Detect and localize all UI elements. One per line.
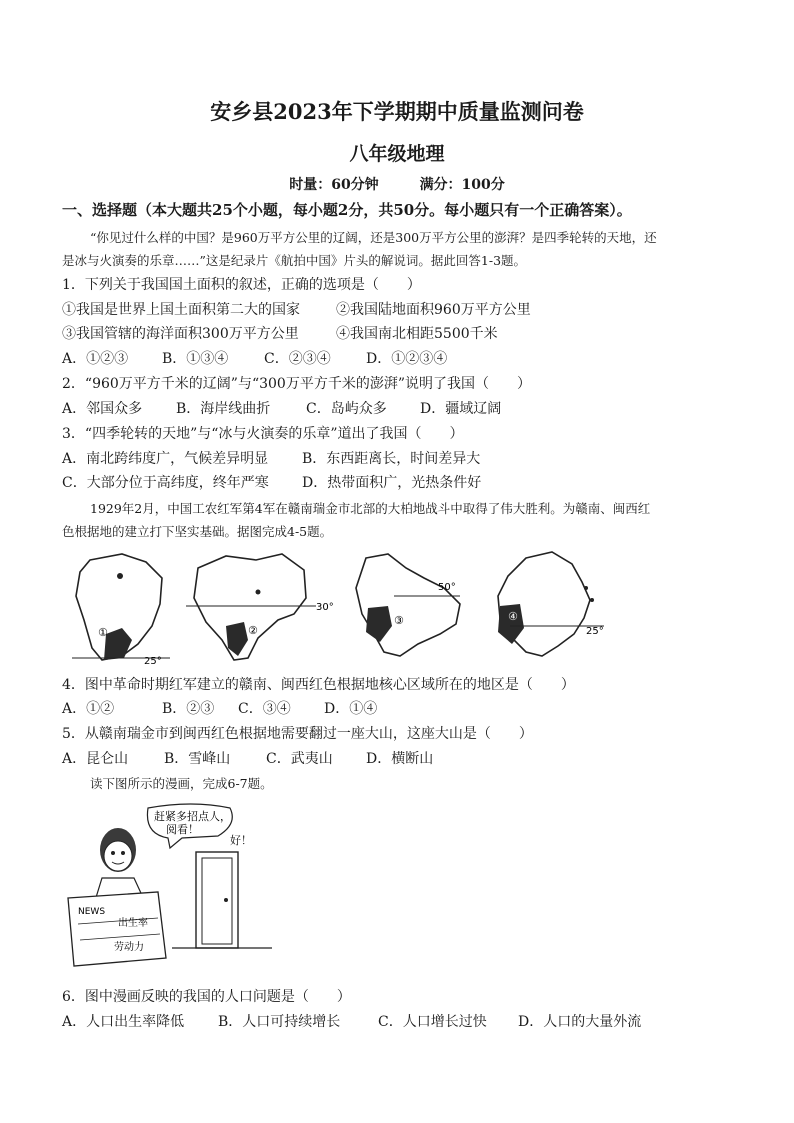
question-1-option-d[interactable]: D．①②③④ [366, 351, 448, 367]
question-5-stem: 5．从赣南瑞金市到闽西红色根据地需要翻过一座大山，这座大山是（ ） [62, 726, 533, 742]
question-5-option-a[interactable]: A．昆仑山 [62, 751, 129, 767]
speech-bubble [147, 804, 252, 848]
map-3-heilongjiang [356, 554, 460, 656]
map-2-number: ② [248, 624, 258, 637]
bubble-line-1: 赶紧多招点人， [154, 810, 231, 823]
map-4-number: ④ [508, 610, 518, 623]
map-2-latitude: 30° [316, 602, 334, 613]
question-3-option-a[interactable]: A．南北跨纬度广，气候差异明显 [62, 451, 269, 467]
intro-paragraph-3: 读下图所示的漫画，完成6-7题。 [90, 776, 273, 791]
question-1-statement-3: ③我国管辖的海洋面积300万平方公里 [62, 326, 299, 342]
question-3-stem: 3．“四季轮转的天地”与“冰与火演奏的乐章”道出了我国（ ） [62, 426, 464, 442]
question-2-option-c[interactable]: C．岛屿众多 [306, 401, 387, 417]
door [172, 852, 272, 948]
question-1-option-c[interactable]: C．②③④ [264, 351, 331, 367]
question-4-stem: 4．图中革命时期红军建立的赣南、闽西红色根据地核心区域所在的地区是（ ） [62, 677, 575, 693]
question-1-option-a[interactable]: A．①②③ [62, 351, 129, 367]
exam-meta [0, 174, 794, 194]
newspaper [68, 892, 166, 966]
question-5-option-c[interactable]: C．武夷山 [266, 751, 333, 767]
exam-title: 安乡县2023年下学期期中质量监测问卷 [210, 99, 584, 124]
bubble-line-2: 阅看！ [166, 823, 199, 836]
question-6-option-c[interactable]: C．人口增长过快 [378, 1014, 487, 1030]
bubble-reply: 好！ [230, 834, 252, 847]
map-1-number: ① [98, 626, 108, 639]
question-2-option-b[interactable]: B．海岸线曲折 [176, 401, 271, 417]
newspaper-headline-1: 出生率 [118, 918, 148, 929]
population-cartoon [62, 800, 282, 970]
exam-subtitle: 八年级地理 [349, 143, 445, 165]
question-5-option-b[interactable]: B．雪峰山 [164, 751, 231, 767]
question-2-stem: 2．“960万平方千米的辽阔”与“300万平方千米的澎湃”说明了我国（ ） [62, 376, 531, 392]
question-3-option-b[interactable]: B．东西距离长，时间差异大 [302, 451, 481, 467]
province-maps [62, 548, 622, 668]
question-1-statement-2: ②我国陆地面积960万平方公里 [336, 302, 531, 318]
intro-paragraph-1-line-2: 是冰与火演奏的乐章……”这是纪录片《航拍中国》片头的解说词。据此回答1-3题。 [62, 253, 527, 268]
question-1-statement-1: ①我国是世界上国土面积第二大的国家 [62, 302, 300, 318]
question-4-option-a[interactable]: A．①② [62, 701, 115, 717]
full-score: 满分：100分 [419, 177, 505, 193]
question-2-option-d[interactable]: D．疆域辽阔 [420, 401, 502, 417]
question-3-option-c[interactable]: C．大部分位于高纬度，终年严寒 [62, 475, 269, 491]
intro-paragraph-2-line-1: 1929年2月，中国工农红军第4军在赣南瑞金市北部的大柏地战斗中取得了伟大胜利。为赣南、闽西红 [90, 501, 651, 516]
question-3-option-d[interactable]: D．热带面积广，光热条件好 [302, 475, 482, 491]
map-1-latitude: 25° [144, 656, 162, 667]
question-6-option-d[interactable]: D．人口的大量外流 [518, 1014, 642, 1030]
question-1-statement-4: ④我国南北相距5500千米 [336, 326, 498, 342]
map-3-latitude: 50° [438, 582, 456, 593]
section-heading: 一、选择题（本大题共25个小题，每小题2分，共50分。每小题只有一个正确答案）。 [62, 201, 632, 219]
question-1-stem: 1．下列关于我国国土面积的叙述，正确的选项是（ ） [62, 277, 421, 293]
map-2-sichuan [186, 554, 334, 660]
map-4-fujian [498, 552, 604, 656]
question-4-option-b[interactable]: B．②③ [162, 701, 215, 717]
time-limit: 时量：60分钟 [289, 177, 379, 193]
question-6-option-a[interactable]: A．人口出生率降低 [62, 1014, 185, 1030]
intro-paragraph-1-line-1: “你见过什么样的中国？是960万平方公里的辽阔，还是300万平方公里的澎湃？是四季轮转的天地，还 [90, 230, 657, 245]
question-4-option-c[interactable]: C．③④ [238, 701, 291, 717]
question-4-option-d[interactable]: D．①④ [324, 701, 378, 717]
newspaper-headline-2: 劳动力 [114, 942, 144, 953]
map-3-number: ③ [394, 614, 404, 627]
question-6-stem: 6．图中漫画反映的我国的人口问题是（ ） [62, 989, 351, 1005]
newspaper-masthead: NEWS [78, 907, 106, 917]
question-2-option-a[interactable]: A．邻国众多 [62, 401, 143, 417]
man-figure [94, 828, 146, 904]
question-1-option-b[interactable]: B．①③④ [162, 351, 229, 367]
map-4-latitude: 25° [586, 626, 604, 637]
map-1-jiangxi [72, 554, 170, 667]
question-5-option-d[interactable]: D．横断山 [366, 751, 434, 767]
intro-paragraph-2-line-2: 色根据地的建立打下坚实基础。据图完成4-5题。 [62, 524, 333, 539]
question-6-option-b[interactable]: B．人口可持续增长 [218, 1014, 341, 1030]
